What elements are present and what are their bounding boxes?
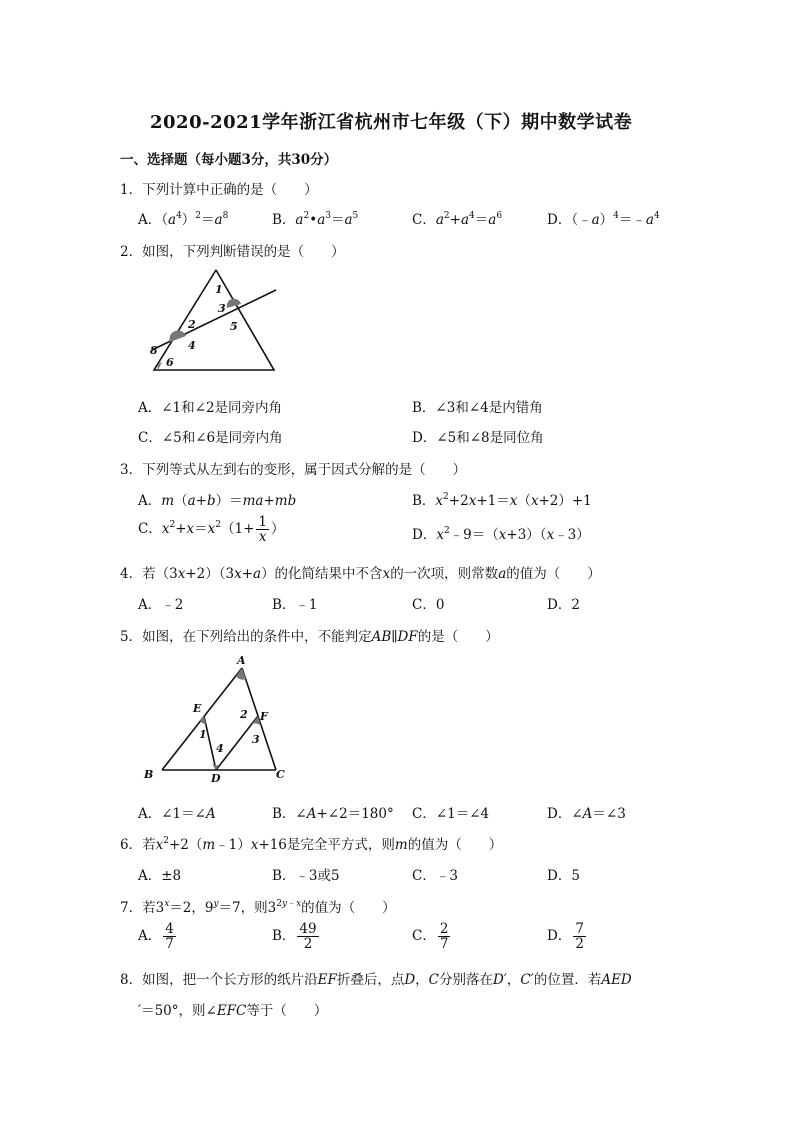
- question-2-option-d: D．∠5和∠8是同位角: [412, 430, 544, 446]
- q5-label-B: B: [144, 768, 154, 781]
- question-7-option-a: A． $\frac{4}{7}$: [138, 921, 174, 953]
- question-7-option-c: C． $\frac{2}{7}$: [412, 921, 449, 953]
- question-4-option-a: A．﹣2: [138, 597, 184, 613]
- question-6-option-b: B．﹣3或5: [272, 868, 340, 884]
- q5-label-C: C: [276, 768, 285, 781]
- question-6-option-c: C．﹣3: [412, 868, 458, 884]
- question-1-option-a: A．$(a^4)^2=a^8$: [138, 211, 229, 228]
- q5-label-D: D: [211, 772, 221, 782]
- page-title: 2020-2021学年浙江省杭州市七年级（下）期中数学试卷: [150, 112, 633, 133]
- question-1-option-b: B．$a^2•a^3=a^5$: [272, 211, 359, 228]
- q5-label-E: E: [193, 702, 202, 715]
- question-2-option-b: B．∠3和∠4是内错角: [412, 400, 543, 416]
- q2-label-4: 4: [188, 339, 196, 352]
- q2-label-8: 8: [150, 344, 158, 357]
- question-5-stem: 5．如图，在下列给出的条件中，不能判定AB∥DF的是（ ）: [120, 629, 499, 645]
- question-6-stem: 6．若$x^2+2(m﹣1)x+16$是完全平方式，则m的值为（ ）: [120, 836, 503, 853]
- question-6-option-d: D．5: [547, 868, 580, 884]
- section-heading: 一、选择题（每小题3分，共30分）: [120, 152, 338, 168]
- q2-label-1: 1: [215, 283, 223, 296]
- question-1-option-c: C．$a^2+a^4=a^6$: [412, 211, 503, 228]
- q5-label-4: 4: [216, 742, 224, 755]
- question-4-option-c: C．0: [412, 597, 445, 613]
- question-1-option-d: D．$(﹣a)^4=﹣a^4$: [547, 211, 660, 228]
- q2-label-6: 6: [166, 356, 174, 369]
- q5-label-A: A: [237, 654, 246, 667]
- question-3-option-d: D．$x^2﹣9=(x+3)(x﹣3)$: [412, 526, 590, 543]
- question-2-option-c: C．∠5和∠6是同旁内角: [138, 430, 283, 446]
- q2-label-3: 3: [218, 302, 226, 315]
- question-8-stem-line-2: ′＝50°，则∠EFC等于（ ）: [138, 1003, 328, 1019]
- q5-label-3: 3: [252, 733, 260, 746]
- question-5-option-d: D．∠A＝∠3: [547, 806, 626, 822]
- question-5-figure: [140, 652, 290, 782]
- question-3-option-a: A．m（a+b）＝ma+mb: [138, 493, 297, 509]
- question-5-option-a: A．∠1＝∠A: [138, 806, 216, 822]
- question-2-stem: 2．如图，下列判断错误的是（ ）: [120, 244, 345, 260]
- question-7-option-b: B． $\frac{49}{2}$: [272, 921, 317, 953]
- question-8-stem-line-1: 8．如图，把一个长方形的纸片沿EF折叠后，点D，C分别落在D′，C′的位置．若AED: [120, 972, 632, 988]
- question-3-stem: 3．下列等式从左到右的变形，属于因式分解的是（ ）: [120, 462, 467, 478]
- question-4-stem: 4．若（3x+2）（3x+a）的化简结果中不含x的一次项，则常数a的值为（ ）: [120, 566, 601, 582]
- q5-label-2: 2: [240, 708, 248, 721]
- question-4-option-d: D．2: [547, 597, 580, 613]
- question-3-option-c: C．$x^2+x=x^2(1+$ $\frac{1}{x}$ ）: [138, 514, 285, 546]
- question-7-stem: 7．若$3^x=2$，$9^y=7$，则$3^{2y﹣x}$的值为（ ）: [120, 899, 396, 916]
- q2-label-5: 5: [230, 320, 238, 333]
- q5-label-1: 1: [199, 728, 207, 741]
- question-2-option-a: A．∠1和∠2是同旁内角: [138, 400, 283, 416]
- question-1-stem: 1．下列计算中正确的是（ ）: [120, 182, 318, 198]
- question-5-option-c: C．∠1＝∠4: [412, 806, 490, 822]
- question-4-option-b: B．﹣1: [272, 597, 318, 613]
- question-2-figure: [148, 266, 288, 376]
- q5-label-F: F: [260, 710, 268, 723]
- question-3-option-b: B．$x^2+2x+1=x(x+2)+1$: [412, 492, 592, 509]
- question-5-option-b: B．∠A+∠2＝180°: [272, 806, 394, 822]
- q2-label-2: 2: [188, 318, 196, 331]
- question-6-option-a: A．±8: [138, 868, 182, 884]
- question-7-option-d: D． $\frac{7}{2}$: [547, 921, 584, 953]
